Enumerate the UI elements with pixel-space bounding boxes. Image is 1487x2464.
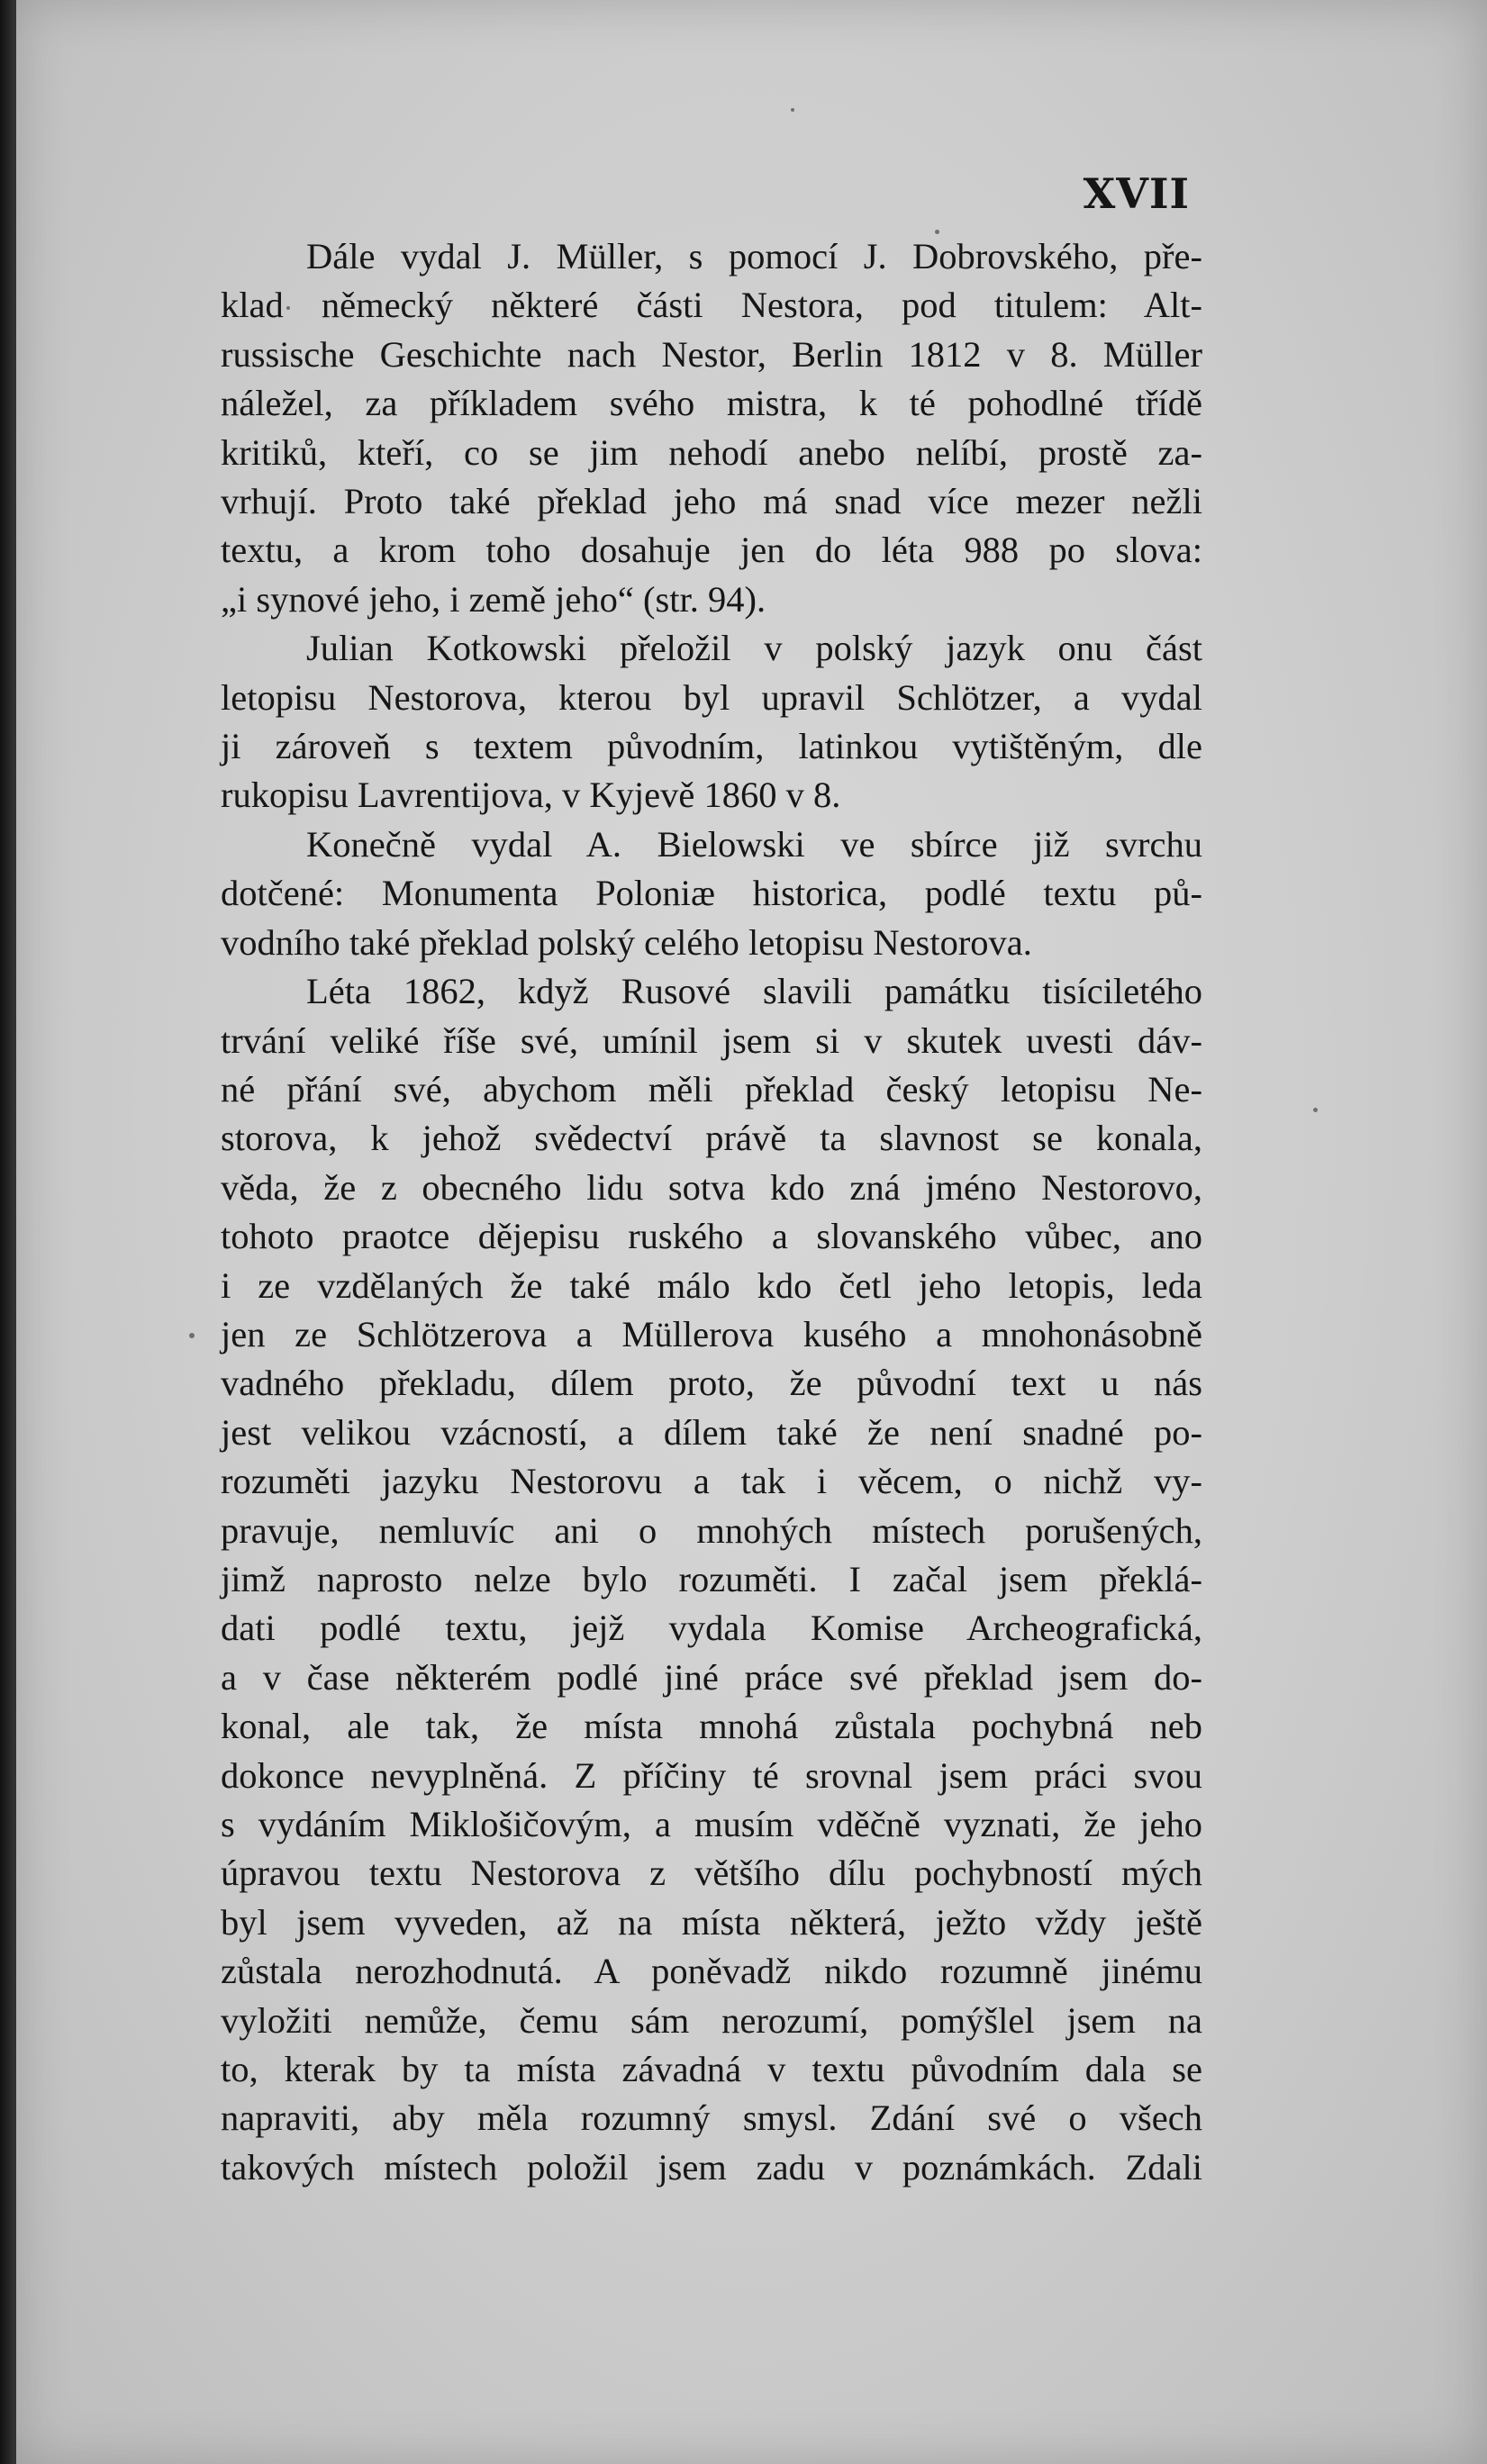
text-line: né přání své, abychom měli překlad český letopisu Ne- — [221, 1068, 1202, 1110]
print-speck — [791, 108, 794, 112]
text-line: náležel, za příkladem svého mistra, k té pohodlné třídě — [221, 383, 1202, 424]
text-line: jen ze Schlötzerova a Müllerova kusého a mnohonásobně — [221, 1313, 1202, 1354]
text-line: storova, k jehož svědectví právě ta slavnost se konala, — [221, 1118, 1202, 1159]
text-line: rozuměti jazyku Nestorovu a tak i věcem, o nichž vy- — [221, 1461, 1202, 1502]
page-number: XVII — [1083, 169, 1190, 218]
text-line: jest velikou vzácností, a dílem také že není snadné po- — [221, 1411, 1202, 1453]
text-line: textu, a krom toho dosahuje jen do léta 988 po slova: — [221, 530, 1202, 571]
text-line: letopisu Nestorova, kterou byl upravil Schlötzer, a vydal — [221, 676, 1202, 718]
text-line: dati podlé textu, jejž vydala Komise Archeografická, — [221, 1608, 1202, 1649]
text-line: tohoto praotce dějepisu ruského a slovanského vůbec, ano — [221, 1216, 1202, 1257]
text-line: vadného překladu, dílem proto, že původní text u nás — [221, 1363, 1202, 1404]
text-line: vodního také překlad polský celého letopisu Nestorova. — [221, 921, 1032, 963]
text-line: vrhují. Proto také překlad jeho má snad více mezer nežli — [221, 481, 1202, 522]
text-line: Léta 1862, když Rusové slavili památku tisíciletého — [306, 971, 1202, 1012]
text-line: i ze vzdělaných že také málo kdo četl jeho letopis, leda — [221, 1264, 1202, 1306]
text-line: kritiků, kteří, co se jim nehodí anebo nelíbí, prostě za- — [221, 431, 1202, 473]
text-line: konal, ale tak, že místa mnohá zůstala pochybná neb — [221, 1706, 1202, 1747]
text-line: Dále vydal J. Müller, s pomocí J. Dobrovského, pře- — [306, 236, 1202, 276]
text-line: vyložiti nemůže, čemu sám nerozumí, pomýšlel jsem na — [221, 1999, 1202, 2041]
text-line: dotčené: Monumenta Poloniæ historica, podlé textu pů- — [221, 873, 1202, 914]
text-line: dokonce nevyplněná. Z příčiny té srovnal jsem práci svou — [221, 1754, 1202, 1796]
text-line: a v čase některém podlé jiné práce své překlad jsem do- — [221, 1656, 1202, 1698]
print-speck — [1313, 1108, 1318, 1112]
print-speck — [189, 1333, 195, 1338]
text-line: s vydáním Miklošičovým, a musím vděčně vyznati, že jeho — [221, 1804, 1202, 1844]
text-line: zůstala nerozhodnutá. A poněvadž nikdo rozumně jinému — [221, 1951, 1202, 1992]
text-line: pravuje, nemluvíc ani o mnohých místech porušených, — [221, 1509, 1202, 1551]
text-line: russische Geschichte nach Nestor, Berlin 1812 v 8. Müller — [221, 333, 1202, 375]
text-line: Julian Kotkowski přeložil v polský jazyk onu část — [306, 628, 1202, 669]
text-line: trvání veliké říše své, umínil jsem si v skutek uvesti dáv- — [221, 1019, 1202, 1061]
text-line: takových místech položil jsem zadu v poznámkách. Zdali — [221, 2146, 1202, 2188]
text-line: úpravou textu Nestorova z většího dílu pochybností mých — [221, 1853, 1202, 1894]
text-line: věda, že z obecného lidu sotva kdo zná jméno Nestorovo, — [221, 1166, 1202, 1208]
text-line: klad německý některé části Nestora, pod titulem: Alt- — [221, 285, 1202, 326]
text-line: to, kterak by ta místa závadná v textu původním dala se — [221, 2049, 1202, 2090]
text-line: byl jsem vyveden, až na místa některá, ježto vždy ještě — [221, 1901, 1202, 1943]
text-line: rukopisu Lavrentijova, v Kyjevě 1860 v 8. — [221, 775, 841, 816]
text-line: jimž naprosto nelze bylo rozuměti. I začal jsem překlá- — [221, 1558, 1202, 1599]
text-line: ji zároveň s textem původním, latinkou vytištěným, dle — [221, 726, 1202, 767]
text-line: napraviti, aby měla rozumný smysl. Zdání své o všech — [221, 2097, 1202, 2139]
body-text — [221, 232, 1202, 2192]
text-line: „i synové jeho, i země jeho“ (str. 94). — [221, 578, 766, 620]
text-line: Konečně vydal A. Bielowski ve sbírce již svrchu — [306, 823, 1202, 865]
